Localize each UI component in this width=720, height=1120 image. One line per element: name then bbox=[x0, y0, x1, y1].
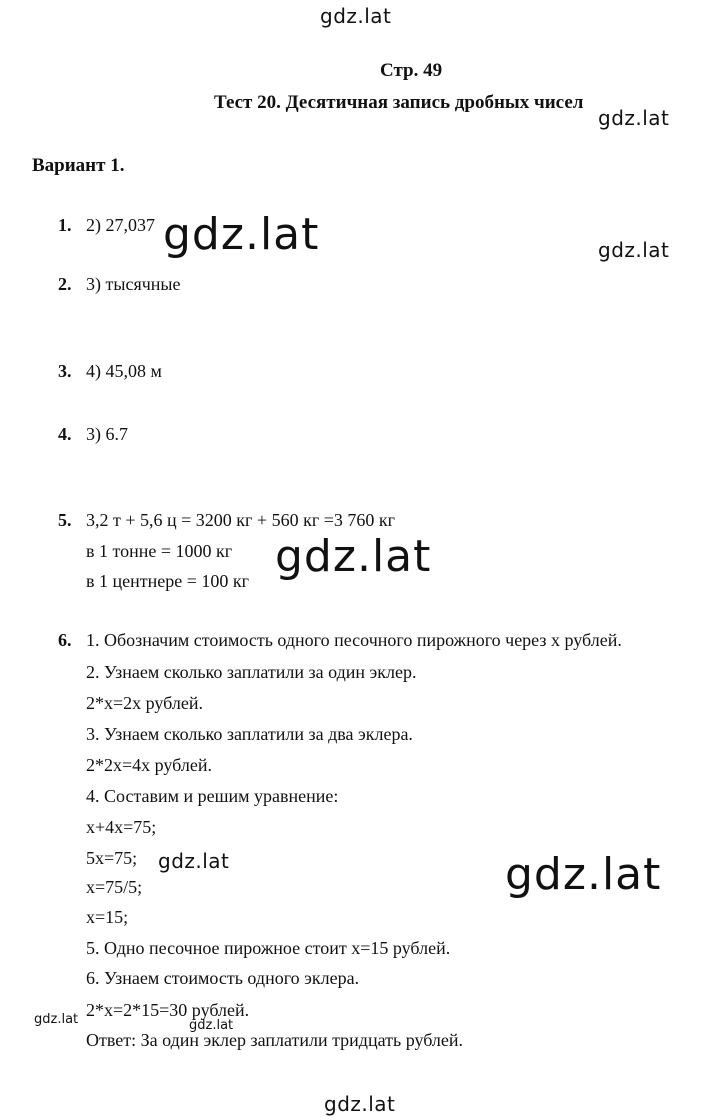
answer-5-line: в 1 тонне = 1000 кг bbox=[86, 541, 233, 561]
answer-2-text: 3) тысячные bbox=[86, 274, 181, 294]
answer-6-line: 2. Узнаем сколько заплатили за один эклер. bbox=[86, 662, 417, 682]
answer-6-line: Ответ: За один эклер заплатили тридцать рублей. bbox=[86, 1030, 464, 1050]
answer-6-line: х+4х=75; bbox=[86, 817, 157, 837]
answer-6-line: х=75/5; bbox=[86, 877, 143, 897]
answer-6-line: 3. Узнаем сколько заплатили за два эклера. bbox=[86, 724, 413, 744]
watermark-q6-mid: gdz.lat bbox=[158, 849, 230, 873]
watermark-bottom-small: gdz.lat bbox=[189, 1018, 234, 1033]
answer-5-line: в 1 центнере = 100 кг bbox=[86, 571, 250, 591]
answer-5-number: 5. bbox=[58, 510, 72, 530]
answer-6-line: 2*х=2*15=30 рублей. bbox=[86, 1000, 250, 1020]
answer-6-line: 2*2х=4х рублей. bbox=[86, 755, 212, 775]
answer-6-line: 5. Одно песочное пирожное стоит х=15 рублей. bbox=[86, 938, 451, 958]
answer-1-number: 1. bbox=[58, 215, 72, 235]
watermark-q6-large: gdz.lat bbox=[505, 849, 662, 900]
watermark-bottom: gdz.lat bbox=[324, 1092, 396, 1116]
answer-6-line: 6. Узнаем стоимость одного эклера. bbox=[86, 968, 360, 988]
watermark-bottom-left: gdz.lat bbox=[34, 1012, 79, 1027]
variant-heading: Вариант 1. bbox=[32, 155, 125, 176]
answer-3-number: 3. bbox=[58, 361, 72, 381]
watermark-q5-large: gdz.lat bbox=[275, 531, 432, 582]
answer-6-line: 1. Обозначим стоимость одного песочного пирожного через х рублей. bbox=[86, 630, 622, 650]
answer-4-number: 4. bbox=[58, 424, 72, 444]
watermark-top: gdz.lat bbox=[320, 4, 392, 28]
answer-6-line: х=15; bbox=[86, 907, 129, 927]
answer-2-number: 2. bbox=[58, 274, 72, 294]
watermark-q1-large: gdz.lat bbox=[163, 209, 320, 260]
answer-1-text: 2) 27,037 bbox=[86, 215, 155, 235]
answer-6-number: 6. bbox=[58, 630, 72, 650]
watermark-title-right: gdz.lat bbox=[598, 106, 670, 130]
answer-5-line: 3,2 т + 5,6 ц = 3200 кг + 560 кг =3 760 кг bbox=[86, 510, 395, 530]
page-number: Стр. 49 bbox=[380, 60, 443, 81]
test-title: Тест 20. Десятичная запись дробных чисел bbox=[214, 92, 584, 113]
answer-6-line: 5х=75; bbox=[86, 848, 138, 868]
answer-4-text: 3) 6.7 bbox=[86, 424, 128, 444]
answer-6-line: 4. Составим и решим уравнение: bbox=[86, 786, 339, 806]
answer-6-line: 2*х=2х рублей. bbox=[86, 693, 203, 713]
answer-3-text: 4) 45,08 м bbox=[86, 361, 162, 381]
watermark-q1-right: gdz.lat bbox=[598, 238, 670, 262]
